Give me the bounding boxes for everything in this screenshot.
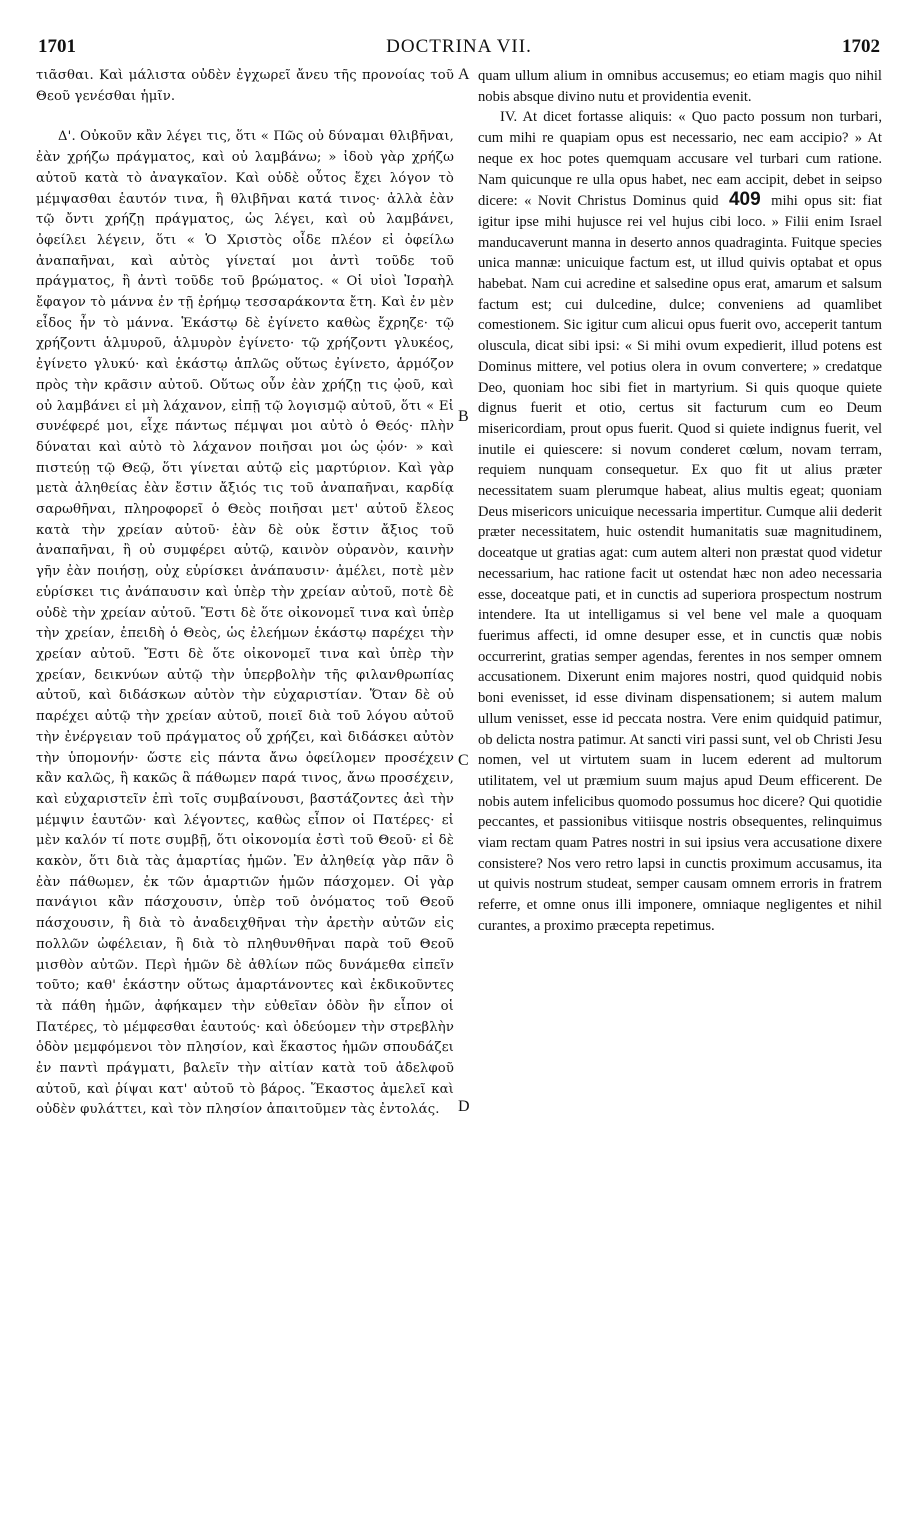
running-head: DOCTRINA VII.: [386, 36, 532, 57]
latin-text: IV. At dicet fortasse aliquis: « Quo pacto possum non turbari, cum mihi re quapiam opus est necessario, nec eam accipio? » At neque ex hoc potes quemquam accusare vel turbari cum ratione. Nam quicunque re ulla opus habet, nec eam accipit, debet in seipso dicere: « Novit Christus Dominus quid: [478, 109, 882, 210]
latin-column: [478, 66, 882, 937]
margin-letter-d: D: [458, 1098, 470, 1115]
page-header: [38, 36, 880, 64]
greek-paragraph: Δ'. Οὐκοῦν κἂν λέγει τις, ὅτι « Πῶς οὐ δύναμαι θλιβῆναι, ἐὰν χρήζω πράγματος, καὶ οὐ λαμβάνω; » ἰδοὺ γὰρ χρήζω αὐτοῦ κατὰ τὸ ἀναγκαῖον. Καὶ οὐδὲ οὗτος ἔχει λόγον τὸ μέμψασθαι ἑαυτόν τινα, ἢ θλιβῆναι κατά τινος· ἀλλὰ ἐὰν τῷ ὄντι χρήζῃ πράγματος, ὡς λέγει, καὶ οὐ λαμβάνει, ὀφείλει λέγειν, ὅτι « Ὁ Χριστὸς οἶδε πλέον εἰ ὀφείλω ἀναπαῆναι, καὶ αὐτὸς γίνεταί μοι ἀντὶ τοῦδε τοῦ πράγματος, ἢ ἀντὶ τοῦδε τοῦ βρώματος. « Οἱ υἱοὶ Ἰσραὴλ ἔφαγον τὸ μάννα ἐν τῇ ἐρήμῳ τεσσαράκοντα ἔτη. Καὶ ἐν μὲν εἶδος ἦν τὸ μάννα. Ἑκάστῳ δὲ ἐγίνετο καθὼς ἔχρηζε· τῷ χρήζοντι ἁλμυροῦ, ἁλμυρὸν ἐγίνετο· τῷ χρήζοντι γλυκέος, ἐγίνετο γλυκύ· καὶ ἑκάστῳ ἁπλῶς οὕτως ἐγίνετο, ἁρμόζον πρὸς τὴν κρᾶσιν αὐτοῦ. Οὕτως οὖν ἐὰν χρήζῃ τις ᾠοῦ, καὶ οὐ λαμβάνει εἰ μὴ λάχανον, εἰπῇ τῷ λογισμῷ αὐτοῦ, ὅτι « Εἰ συνέφερέ μοι, εἶχε πάντως πέμψαι μοι αὐτὸ ὁ Θεός· πλὴν δύναται καὶ αὐτὸ τὸ λάχανον ποιῆσαι μοι ὡς ᾠόν· » καὶ πιστεύῃ τῷ Θεῷ, ὅτι γίνεται αὐτῷ εἰς μαρτύριον. Καὶ γὰρ μετὰ ἀληθείας ἐὰν ἔστιν ἄξιός τις τοῦ ἀναπαῆναι, καρδίᾳ σαρωθῆναι, πληροφορεῖ ὁ Θεὸς ποιῆσαι μετ' αὐτοῦ ἔλεος κατὰ τὴν χρείαν αὐτοῦ· ἐὰν δὲ οὐκ ἔστιν ἄξιος τοῦ ἀναπαῆναι, ἢ οὐ συμφέρει αὐτῷ, καινὸν οὐρανὸν, καινὴν γῆν ἐὰν ποιήσῃ, οὐχ εὑρίσκει ἀνάπαυσιν· ἀμέλει, ποτὲ μὲν εὑρίσκει τις ἀνάπαυσιν καὶ ὑπὲρ τὴν χρείαν αὐτοῦ, ποτὲ δὲ οὐδὲ τὴν χρείαν αὐτοῦ. Ἔστι δὲ ὅτε οἰκονομεῖ τινα καὶ ὑπὲρ τὴν χρείαν, ἐπειδὴ ὁ Θεὸς, ὡς ἐλεήμων ἑκάστῳ παρέχει τὴν χρείαν αὐτοῦ. Ἔστι δὲ ὅτε οἰκονομεῖ τινα καὶ ὑπὲρ τὴν χρείαν, δεικνύων αὐτῷ τὴν ὑπερβολὴν τῆς φιλανθρωπίας αὐτοῦ, καὶ διδάσκων αὐτὸν τὴν εὐχαριστίαν. Ὅταν δὲ οὐ παρέχει αὐτῷ τὴν χρείαν αὐτοῦ, ποιεῖ διὰ τοῦ λόγου αὐτοῦ τὴν ἐνέργειαν τοῦ πράγματος οὗ χρήζει, καὶ διδάσκει αὐτὸν τὴν ὑπομονήν· ὥστε εἰς πάντα ἄνω ὀφείλομεν προσέχειν κἂν καλῶς, ἢ κακῶς ἃ πάθωμεν παρά τινος, ἄνω προσέχειν, καὶ εὐχαριστεῖν ἐπὶ τοῖς συμβαίνουσι, βαστάζοντες ἀεὶ τὴν μέμψιν ἑαυτῶν· καὶ λέγοντες, καθὼς εἶπον οἱ Πατέρες· εἰ μὲν καλόν τί ποτε συμβῇ, ὅτι οἰκονομία ἐστὶ τοῦ Θεοῦ· εἰ δὲ κακὸν, ὅτι διὰ τὰς ἁμαρτίας ἡμῶν. Ἐν ἀληθείᾳ γὰρ πᾶν ὃ ἐὰν πάθωμεν, ἐκ τῶν ἁμαρτιῶν ἡμῶν πάσχομεν. Οἱ γὰρ πανάγιοι κἂν πάσχουσιν, ὑπὲρ τοῦ ὀνόματος τοῦ Θεοῦ πάσχουσιν, ἢ διὰ τὸ ἀναδειχθῆναι τὴν ἀρετὴν αὐτῶν εἰς πολλῶν ὠφέλειαν, ἢ διὰ τὸ πληθυνθῆναι παρὰ τοῦ Θεοῦ μισθὸν αὐτῶν. Περὶ ἡμῶν δὲ ἀθλίων πῶς δυνάμεθα εἰπεῖν τοῦτο; καθ' ἑκάστην οὕτως ἁμαρτάνοντες καὶ ἐκδικοῦντες τὰ πάθη ἡμῶν, ἀφήκαμεν τὴν εὐθεῖαν ὁδὸν ἣν εἶπον οἱ Πατέρες, τὸ μέμφεσθαι ἑαυτούς· καὶ ὁδεύομεν τὴν στρεβλὴν ὁδὸν μεμφόμενοι τὸν πλησίον, καὶ ἕκαστος ἡμῶν σπουδάζει ἐν παντὶ πράγματι, βαλεῖν τὴν αἰτίαν κατὰ τοῦ ἀδελφοῦ αὐτοῦ, καὶ ῥίψαι κατ' αὐτοῦ τὸ βάρος. Ἕκαστος ἀμελεῖ καὶ οὐδὲν φυλάττει, καὶ τὸν πλησίον ἀπαιτοῦμεν τὰς ἐντολάς.: [36, 129, 454, 1118]
margin-letter-c: C: [458, 752, 469, 769]
margin-letter-b: B: [458, 408, 469, 425]
greek-paragraph: τιᾶσθαι. Καὶ μάλιστα οὐδὲν ἐγχωρεῖ ἄνευ τῆς προνοίας τοῦ Θεοῦ γενέσθαι ἡμῖν.: [36, 68, 454, 104]
greek-column: [36, 66, 454, 1121]
latin-paragraph: [478, 107, 882, 936]
latin-text: mihi opus sit: fiat igitur ipse mihi hujusce rei vel hujus cibi loco. » Filii enim Israel manducaverunt manna in deserto annos quadraginta. Fuitque species unica mannæ: unicuique factum est, ut illud quivis optabat et opus habebat. Nam cui acredine et salsedine opus erat, amarum et salsum factum est; cui dulcedine, dulce; conveniens ad quamlibet comestionem. Sic igitur cum alicui opus fuerit ovo, acceperit tantum oluscula, dicat sibi ipsi: « Si mihi ovum expedierit, illud potens est Dominus mittere, vel potius olera in ovum convertere; » credatque Deo, quoniam hoc sibi fiet in martyrium. Si quis quoque quiete dignus fuerit et otio, certus sit facturum cum eo Deum misericordiam, prout opus fuerit. Quod si quiete indignus fuerit, vel inutile ei quiescere: si novum conderet cœlum, novam terram, requiem nunquam consequetur. Ex quo fit ut alius præter necessitatem suam plerumque habeat, alius multis egeat; quoniam Deus misericors unicuique necessaria impertitur. Cumque alii dederit præter necessitatem, huic ostendit humanitatis suæ magnitudinem, doceatque ut gratias agat: cum autem alteri non præstat quod videtur necessarium, hac ratione facit ut ostendat hæc non adeo necessaria esse, doceatque pati, et in cunctis ad superiora prospectum nostrum intendere. Ita ut intelligamus si vel bene vel male a quoquam fuerimus affecti, id omne desuper esse, et in cunctis quæ nobis occurrerint, gratias semper agendas, ferentes in nos semper omnem accusationem. Dixerunt enim majores nostri, quod quidquid nobis boni evenisset, id esse divinam dispensationem; si autem malum ullum venisset, esse id peccata nostra. Vere enim quidquid patimur, ob delicta nostra patimur. At sancti viri passi sunt, vel ob Christi Jesu nomen, vel ut virtutem suam in lucem ederent ad multorum utilitatem, vel ut præmium suum majus apud Deum efficerent. De nobis autem infelicibus quomodo possumus hoc dicere? Qui quotidie peccantes, et passionibus vitiisque nostris obsequentes, relinquimus viam rectam quam Patres nostri in sui ipsius vera accusatione dixere consistere? Nos vero retro lapsi in cunctis proximum accusamus, ita ut quivis nostrum studeat, semper causam omnem erroris in fratrem referre, et omne onus illi imponere, omniaque negligentes et nihil curantes, a proximo præcepta repetimus.: [478, 193, 882, 934]
margin-letter-a: A: [458, 66, 470, 83]
page-number-right: 1702: [842, 36, 880, 57]
column-number: 409: [728, 189, 761, 211]
latin-paragraph: quam ullum alium in omnibus accusemus; eo etiam magis quo nihil nobis absque divino nutu et providentia evenit.: [478, 68, 882, 105]
page-number-left: 1701: [38, 36, 76, 57]
